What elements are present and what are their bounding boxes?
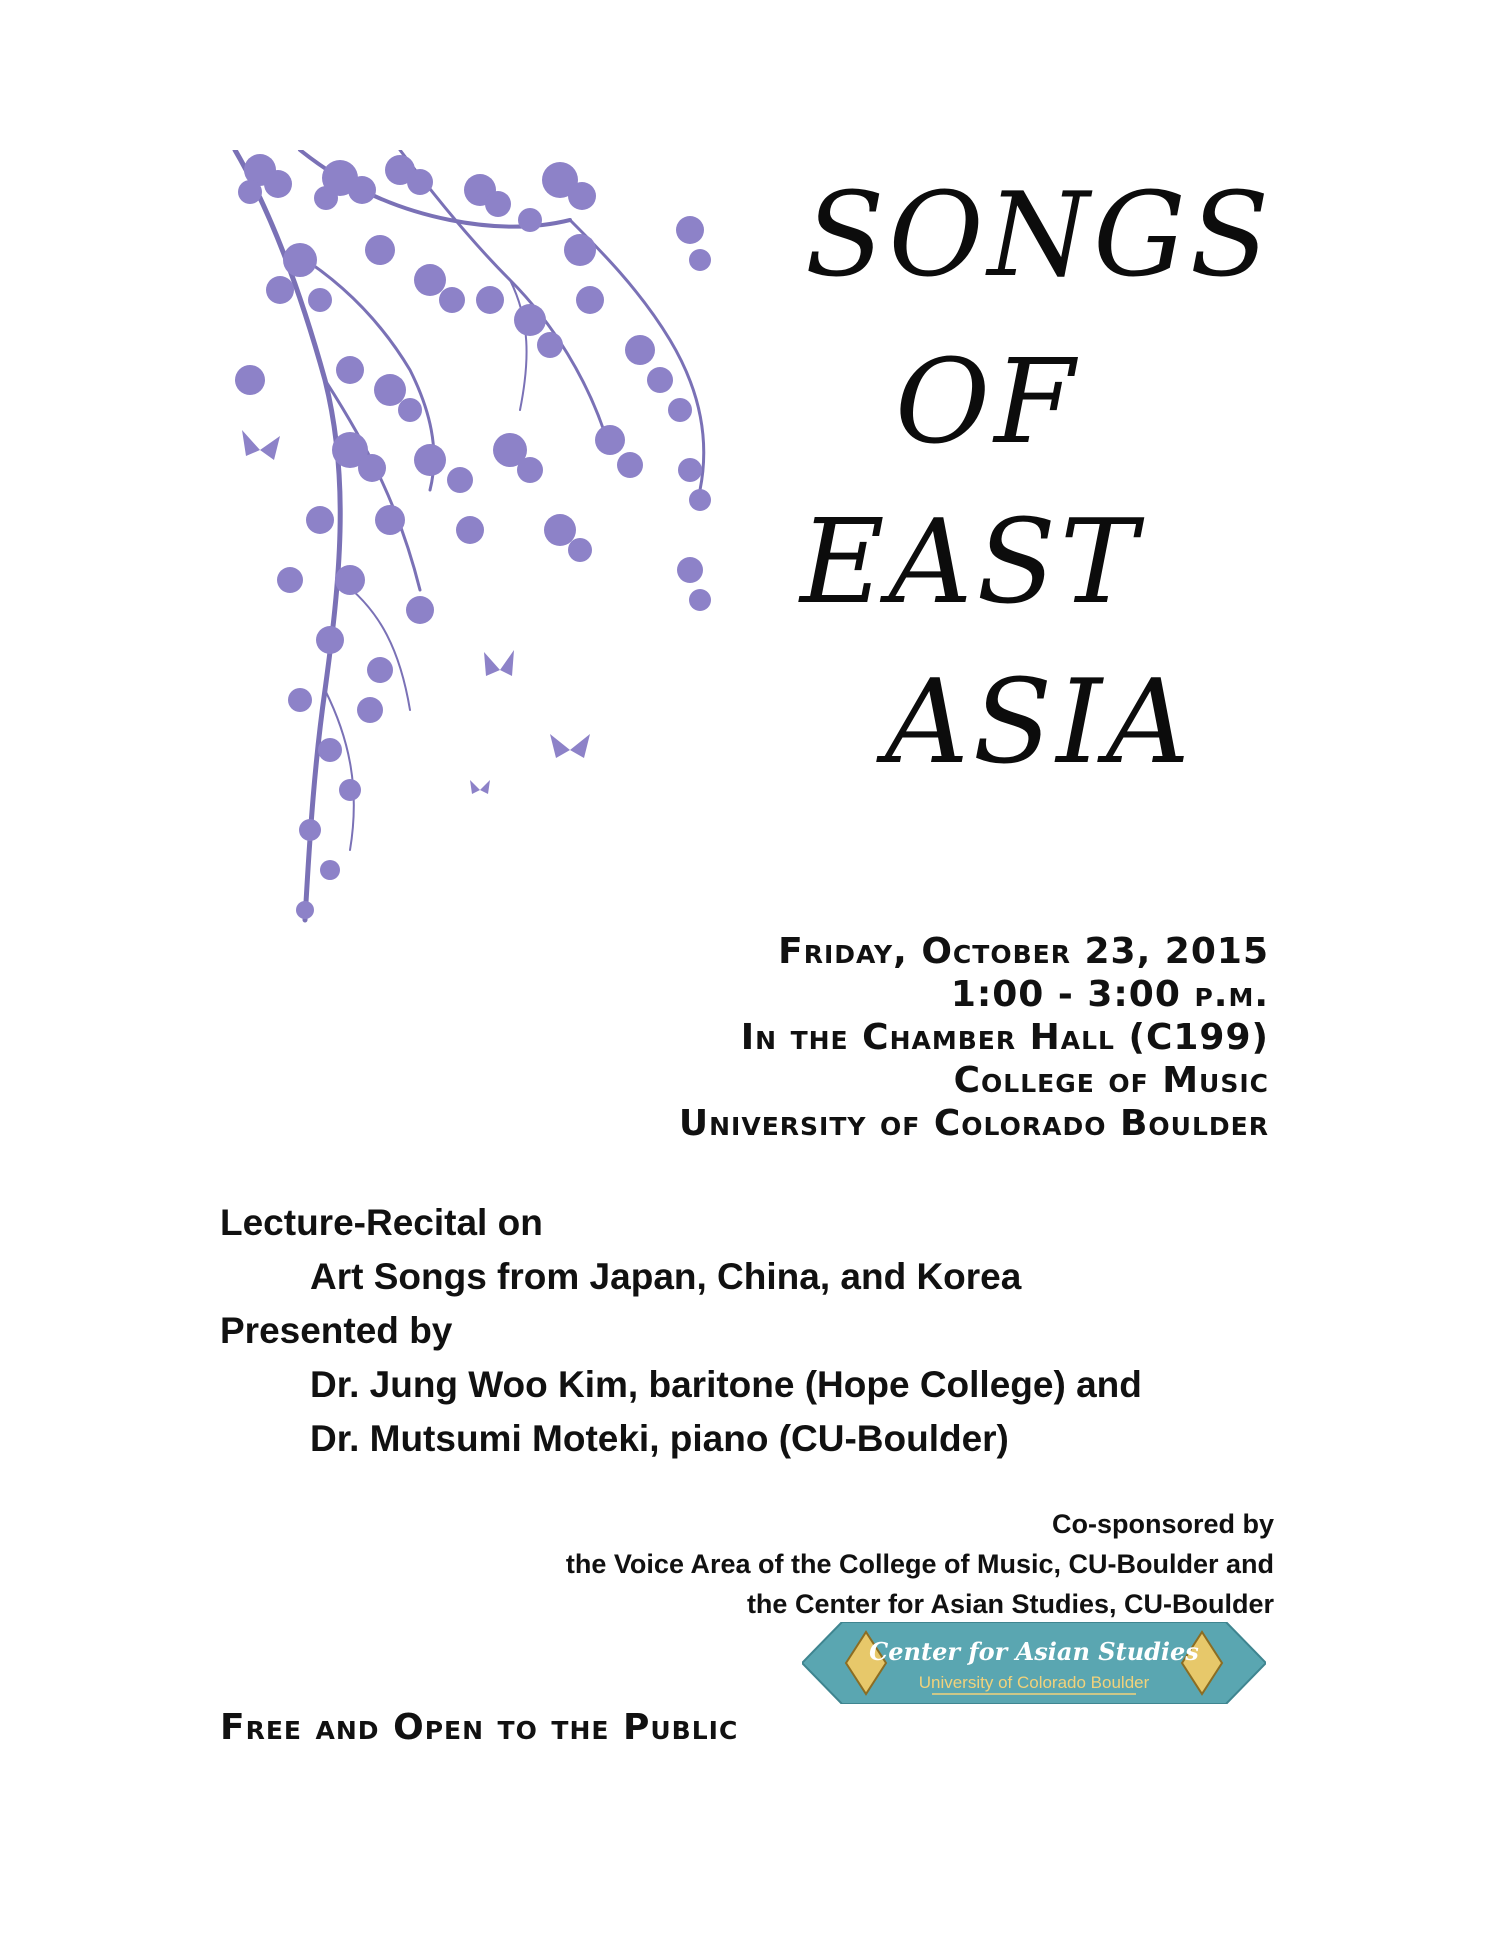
sponsor-line-3: the Center for Asian Studies, CU-Boulder: [746, 1589, 1274, 1619]
event-details: [679, 930, 1269, 1145]
center-for-asian-studies-logo: [802, 1622, 1266, 1704]
sponsor-line-1: Co-sponsored by: [1051, 1509, 1274, 1539]
title-line-1: SONGS: [805, 168, 1274, 303]
logo-subtitle: University of Colorado Boulder: [918, 1673, 1150, 1692]
event-time: 1:00 - 3:00 p.m.: [950, 974, 1269, 1015]
free-public-notice: Free and Open to the Public: [220, 1707, 739, 1748]
title-line-4: ASIA: [885, 655, 1194, 790]
title-line-3: EAST: [800, 495, 1142, 630]
sponsor-block: [566, 1504, 1274, 1624]
event-university: University of Colorado Boulder: [678, 1103, 1269, 1144]
lecture-line-4: Dr. Jung Woo Kim, baritone (Hope College) and: [310, 1364, 1142, 1405]
lecture-description: [220, 1196, 1142, 1466]
blossoms: [235, 154, 711, 919]
event-location: In the Chamber Hall (C199): [740, 1017, 1269, 1058]
event-college: College of Music: [953, 1060, 1269, 1101]
sponsor-line-2: the Voice Area of the College of Music, CU-Boulder and: [565, 1549, 1274, 1579]
lecture-line-1: Lecture-Recital on: [220, 1202, 543, 1243]
cherry-blossom-branch-illustration: [230, 150, 790, 940]
logo-name: Center for Asian Studies: [869, 1637, 1199, 1666]
lecture-line-2: Art Songs from Japan, China, and Korea: [310, 1256, 1022, 1297]
lecture-line-5: Dr. Mutsumi Moteki, piano (CU-Boulder): [310, 1418, 1009, 1459]
event-date: Friday, October 23, 2015: [778, 931, 1269, 972]
lecture-line-3: Presented by: [220, 1310, 453, 1351]
title-line-2: OF: [895, 335, 1079, 470]
